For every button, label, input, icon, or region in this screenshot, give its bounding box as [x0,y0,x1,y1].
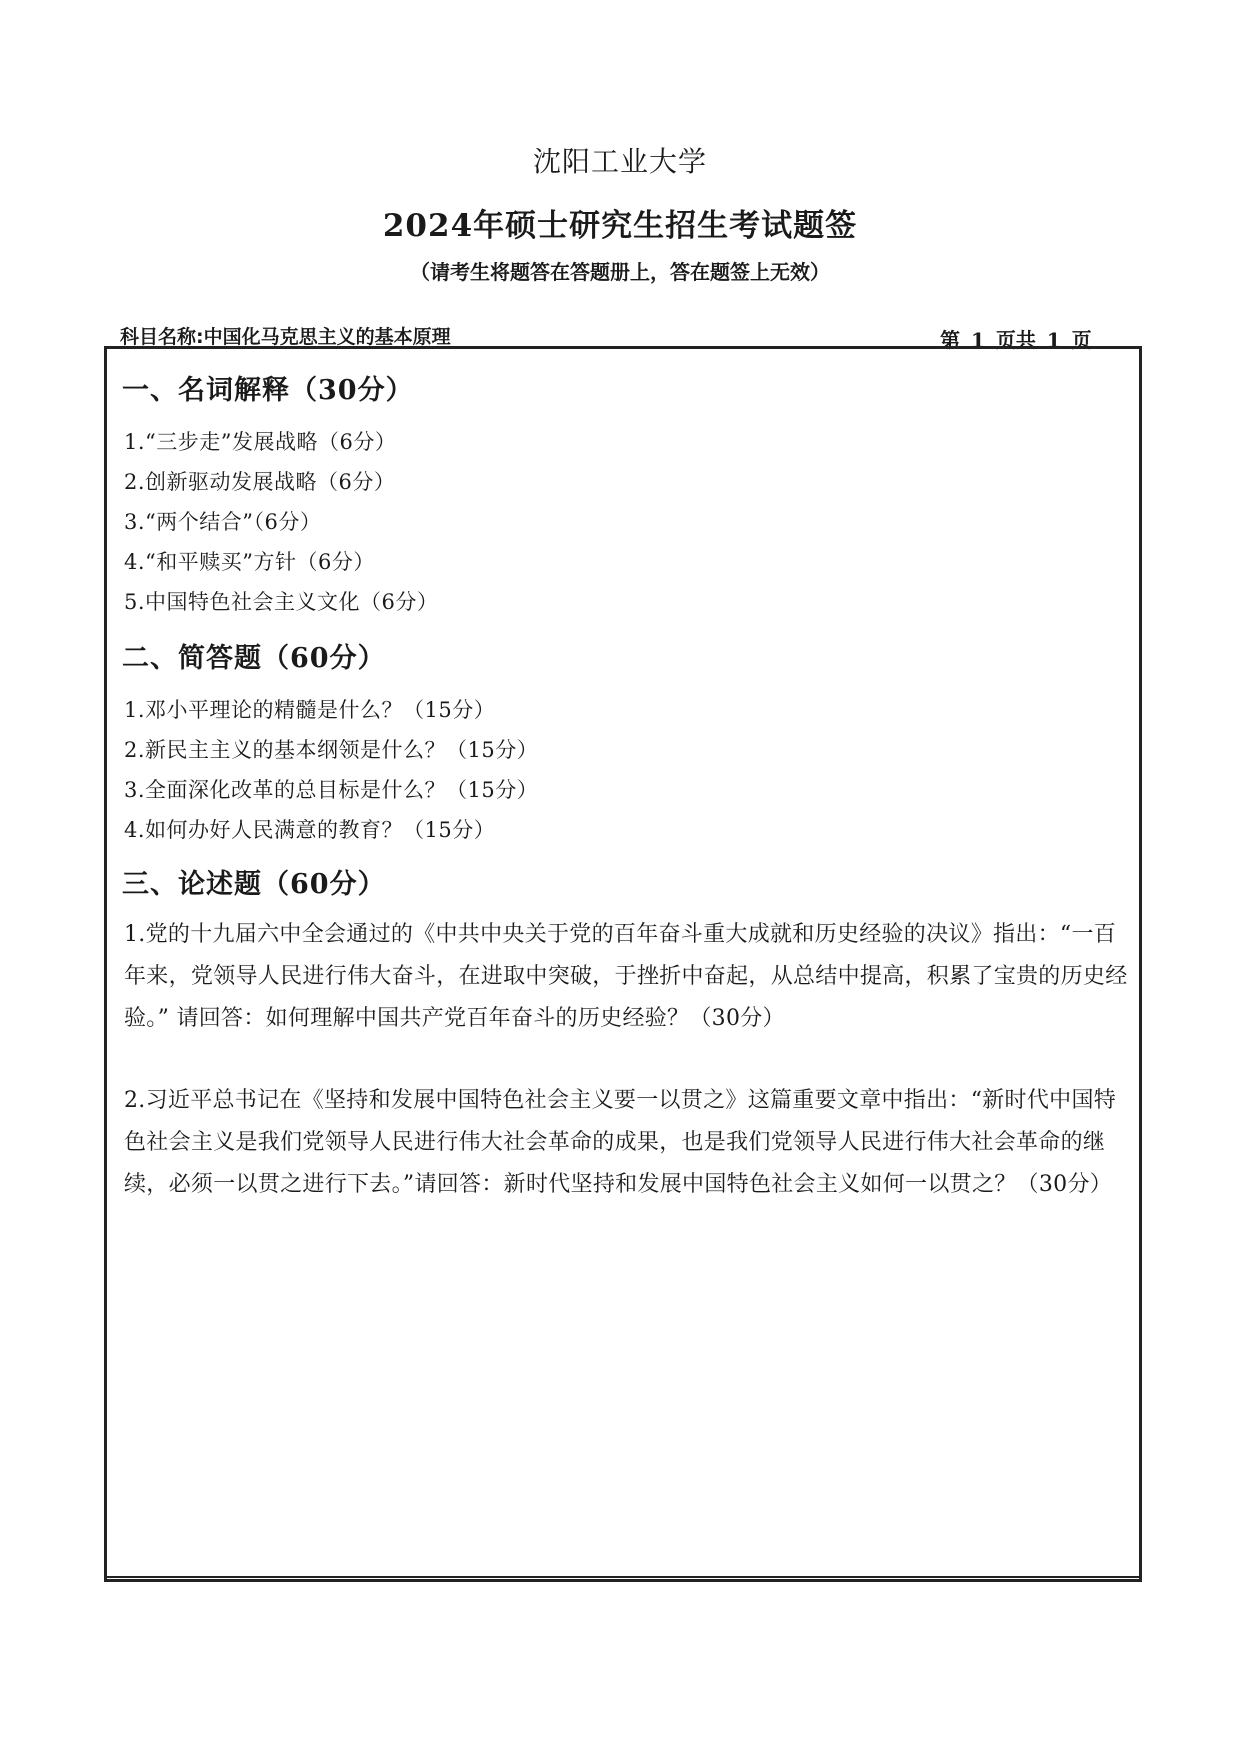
question-item: 1.邓小平理论的精髓是什么？（15分） [124,698,496,722]
question-item: 5.中国特色社会主义文化（6分） [124,590,439,614]
essay-question: 1.党的十九届六中全会通过的《中共中央关于党的百年奋斗重大成就和历史经验的决议》指出：“一百年来，党领导人民进行伟大奋斗，在进取中突破，于挫折中奋起，从总结中提高，积累了宝贵的历史经验。” 请回答：如何理解中国共产党百年奋斗的历史经验？（30分） [124,922,1128,1031]
page-info: 第 1 页共 1 页 [940,328,1092,352]
exam-notice: （请考生将题答在答题册上，答在题签上无效） [410,260,830,284]
question-item: 2.创新驱动发展战略（6分） [124,470,396,494]
essay-question: 2.习近平总书记在《坚持和发展中国特色社会主义要一以贯之》这篇重要文章中指出：“新时代中国特色社会主义是我们党领导人民进行伟大社会革命的成果，也是我们党领导人民进行伟大社会革命的继续，必须一以贯之进行下去。”请回答：新时代坚持和发展中国特色社会主义如何一以贯之？（30分） [124,1088,1117,1197]
frame-bottom-rule [104,1576,1142,1578]
question-item: 1.“三步走”发展战略（6分） [124,430,397,454]
section-title-terms: 一、名词解释（30分） [122,375,414,406]
subject-name: 科目名称:中国化马克思主义的基本原理 [120,326,451,348]
exam-title: 2024年硕士研究生招生考试题签 [382,208,858,244]
university-name: 沈阳工业大学 [532,145,707,178]
question-item: 3.“两个结合”（6分） [124,510,322,534]
section-title-essay: 三、论述题（60分） [122,869,386,900]
section-title-short-answer: 二、简答题（60分） [122,643,386,674]
question-item: 3.全面深化改革的总目标是什么？（15分） [124,778,539,802]
question-item: 4.如何办好人民满意的教育？（15分） [124,818,496,842]
question-item: 4.“和平赎买”方针（6分） [124,550,375,574]
question-item: 2.新民主主义的基本纲领是什么？（15分） [124,738,539,762]
